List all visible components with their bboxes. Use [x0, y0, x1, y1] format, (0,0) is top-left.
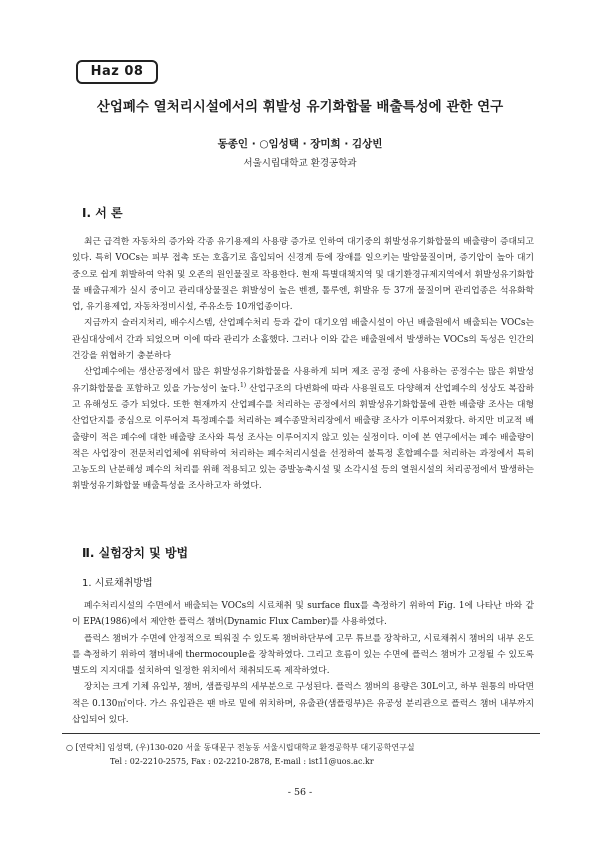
session-badge: Haz 08 — [76, 60, 158, 84]
contact-footnote — [66, 741, 536, 769]
paragraph: 폐수처리시설의 수면에서 배출되는 VOCs의 시료채취 및 surface flux를 측정하기 위하여 Fig. 1에 나타난 바와 같이 EPA(1986)에서 제안한 플럭스 챔버(Dynamic Flux Camber)를 사용하였다. — [72, 601, 534, 628]
paragraph: 최근 급격한 자동차의 증가와 각종 유기용제의 사용량 증가로 인하여 대기중의 휘발성유기화합물의 배출량이 증대되고 있다. 특히 VOCs는 피부 접촉 또는 호흡기로 흡입되어 신경계 등에 장애를 일으키는 발암물질이며, 증기압이 높아 대기 중으로 쉽게 휘발하여 악취 및 오존의 원인물질로 작용한다. 현재 특별대책지역 및 대기환경규제지역에서 휘발성유기화합물 배출규제가 실시 중이고 관리대상물질은 휘발성이 높은 벤젠, 톨루엔, 휘발유 등 37개 물질이며 관리업종은 석유화학업, 유기용제업, 자동차정비시설, 주유소등 10개업종이다. — [72, 237, 534, 313]
methods-body — [72, 598, 534, 728]
page-number: - 56 - — [287, 787, 313, 798]
section-heading-methods: Ⅱ. 실험장치 및 방법 — [82, 546, 189, 560]
author-list: 동종인 · ○임성택 · 장미희 · 김상빈 — [217, 138, 383, 150]
paragraph: 지금까지 슬러지처리, 배수시스템, 산업폐수처리 등과 같이 대기오염 배출시설이 아닌 배출원에서 배출되는 VOCs는 관심대상에서 간과 되었으며 이에 따라 관리가 소홀했다. 그러나 이와 같은 배출원에서 발생하는 VOCs의 독성은 인간의 건강을 위협하기 충분하다 — [72, 318, 534, 362]
affiliation: 서울시립대학교 환경공학과 — [243, 158, 357, 169]
paragraph-text: 산업폐수에는 생산공정에서 많은 휘발성유기화합물을 사용하게 되며 제조 공정 중에 사용하는 공정수는 많은 휘발성 유기화합물을 포함하고 있을 가능성이 높다. — [72, 367, 534, 394]
footnote-divider — [62, 733, 540, 734]
paragraph: 장치는 크게 기체 유입부, 챔버, 샘플링부의 세부분으로 구성된다. 플럭스 챔버의 용량은 30L이고, 하부 원통의 바닥면적은 0.130㎡이다. 가스 유입관은 팬 바로 밑에 위치하며, 유출관(샘플링부)은 유공성 분리관으로 플럭스 챔버 내부까지 삽입되어 있다. — [72, 682, 534, 726]
paragraph-text: 산업구조의 다변화에 따라 사용원료도 다양해져 산업폐수의 성상도 복잡하고 유해성도 증가 되었다. 또한 현재까지 산업폐수를 처리하는 공정에서의 휘발성유기화합물에 관한 배출량 조사는 대형산업단지를 중심으로 이루어져 특정폐수를 처리하는 폐수종말처리장에서 배출량 조사가 이루어져왔다. 하지만 비교적 배출량이 적은 폐수에 대한 배출량 조사와 특성 조사는 이루어지지 않고 있는 실정이다. 이에 본 연구에서는 폐수 배출량이 적은 사업장이 전문처리업체에 위탁하여 처리하는 폐수처리시설을 선정하여 불특정 혼합폐수를 처리하는 과정에서 특히 고농도의 난분해성 폐수의 처리를 위해 적용되고 있는 증발농축시설 및 소각시설 등의 열원시설의 처리공정에서 발생하는 휘발성유기화합물 배출특성을 조사하고자 하였다. — [72, 383, 534, 492]
introduction-body — [72, 234, 534, 495]
footnote-line: Tel : 02-2210-2575, Fax : 02-2210-2878, E-mail : ist11@uos.ac.kr — [110, 757, 374, 766]
paragraph: 플럭스 챔버가 수면에 안정적으로 띄워질 수 있도록 챔버하단부에 고무 튜브를 장착하고, 시료채취시 챔버의 내부 온도를 측정하기 위하여 챔버내에 thermocouple을 장착하였다. 그리고 흐름이 있는 수면에 플럭스 챔버가 고정될 수 있도록 별도의 지지대를 설치하여 일정한 위치에서 채취되도록 제작하였다. — [72, 633, 534, 677]
subsection-heading-sampling: 1. 시료채취방법 — [82, 578, 153, 589]
footnote-line: ○ [연락처] 임성택, (우)130-020 서울 동대문구 전농동 서울시립대학교 환경공학부 대기공학연구실 — [66, 743, 415, 752]
reference-mark: 1) — [239, 381, 247, 389]
paper-title: 산업폐수 열처리시설에서의 휘발성 유기화합물 배출특성에 관한 연구 — [96, 99, 504, 115]
paragraph — [72, 364, 534, 494]
section-heading-introduction: Ⅰ. 서 론 — [82, 206, 123, 220]
